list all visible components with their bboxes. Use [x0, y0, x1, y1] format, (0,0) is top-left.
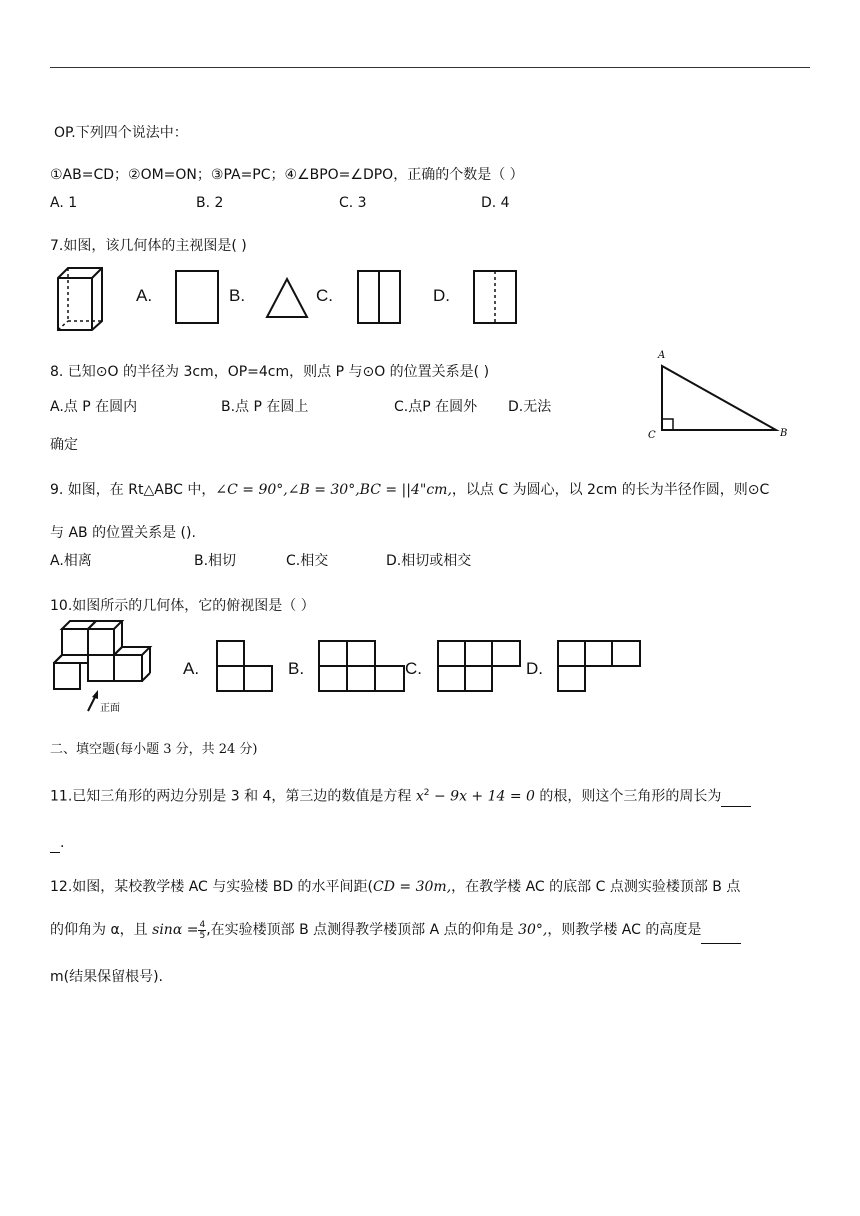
q9-math: ∠C = 90°,∠B = 30°,BC = ||4"cm,: [215, 482, 452, 498]
q12-math-cd: CD = 30m,: [373, 879, 452, 895]
q7-option-a-figure: [175, 270, 219, 324]
q7-option-d-figure: [473, 270, 517, 324]
q12-fraction-denominator: 5: [199, 930, 206, 941]
q12-sin: sinα =: [152, 922, 199, 938]
q9-question-line1: [50, 481, 769, 499]
q12-text-part5: ，则教学楼 AC 的高度是: [547, 922, 702, 938]
q12-question-line2: [50, 917, 741, 944]
section-2-heading: 二、填空题(每小题 3 分，共 24 分): [50, 742, 258, 757]
q9-text-part2: ，以点 C 为圆心，以 2cm 的长为半径作圆，则⊙C: [451, 482, 770, 498]
q10-cube-stack-figure: [52, 619, 156, 715]
q10-label-a: A.: [183, 659, 200, 678]
q6-statements: ①AB=CD；②OM=ON；③PA=PC；④∠BPO=∠DPO，正确的个数是（ ）: [50, 167, 524, 183]
q12-fraction-numerator: 4: [199, 919, 206, 930]
q9-option-a: A.相离: [50, 553, 92, 569]
q8-option-d: D.无法: [508, 399, 552, 415]
q9-option-d: D.相切或相交: [386, 553, 472, 569]
q12-question-line1: [50, 878, 740, 896]
q11-eq-rest: − 9x + 14 = 0: [429, 788, 535, 805]
q11-question-line2: [50, 834, 64, 853]
header-rule: [50, 67, 810, 68]
q9-option-b: B.相切: [194, 553, 237, 569]
q10-option-b-figure: [318, 640, 406, 692]
q7-prism-figure: [56, 266, 106, 332]
q12-math-angle: 30°,: [518, 922, 548, 938]
q7-label-c: C.: [316, 286, 333, 305]
q6-continuation: OP.下列四个说法中：: [54, 125, 188, 141]
q7-label-b: B.: [229, 286, 246, 305]
q12-answer-blank[interactable]: [701, 917, 741, 944]
q7-label-a: A.: [136, 286, 153, 305]
q7-question: 7.如图，该几何体的主视图是( ): [50, 238, 247, 254]
q10-option-c-figure: [437, 640, 523, 692]
q12-text-part2: ，在教学楼 AC 的底部 C 点测实验楼顶部 B 点: [451, 879, 741, 895]
q11-question-line1: 11.已知三角形的两边分别是 3 和 4，第三边的数值是方程 $x^2 - 9x + 14 = 0$ 的根，则这个三角形的周长为: [50, 784, 751, 807]
q12-text-part3: 的仰角为 α，且: [50, 922, 148, 938]
q8-question: 8. 已知⊙O 的半径为 3cm，OP=4cm，则点 P 与⊙O 的位置关系是( ): [50, 364, 490, 380]
q10-option-d-figure: [557, 640, 643, 692]
q10-label-b: B.: [288, 659, 305, 678]
q7-option-c-figure: [357, 270, 401, 324]
q10-question: 10.如图所示的几何体，它的俯视图是（ ）: [50, 598, 315, 614]
q7-label-d: D.: [433, 286, 450, 305]
q9-question-line2: 与 AB 的位置关系是 ().: [50, 525, 196, 541]
q6-option-d: D. 4: [481, 195, 510, 211]
q10-label-d: D.: [526, 659, 543, 678]
q8-option-b: B.点 P 在圆上: [221, 399, 309, 415]
q10-option-a-figure: [216, 640, 274, 692]
q12-text-part4: ,在实验楼顶部 B 点测得教学楼顶部 A 点的仰角是: [206, 922, 514, 938]
q8-label-b: B: [780, 428, 788, 439]
q7-option-b-figure: [265, 277, 309, 319]
q8-label-a: A: [658, 350, 666, 361]
q11-answer-blank[interactable]: [721, 788, 751, 807]
q6-option-c: C. 3: [339, 195, 367, 211]
q10-front-label: 正面: [100, 703, 120, 714]
q6-option-a: A. 1: [50, 195, 78, 211]
q11-text-part2: 的根，则这个三角形的周长为: [539, 788, 722, 805]
q11-period: .: [60, 835, 65, 851]
q10-label-c: C.: [405, 659, 422, 678]
q12-question-line3: m(结果保留根号).: [50, 969, 164, 985]
q8-option-c: C.点P 在圆外: [394, 399, 478, 415]
q8-option-d-continuation: 确定: [50, 437, 78, 453]
q11-answer-blank-cont: [50, 834, 60, 853]
q12-text-part1: 12.如图，某校教学楼 AC 与实验楼 BD 的水平间距(: [50, 879, 374, 895]
q6-option-b: B. 2: [196, 195, 224, 211]
q8-label-c: C: [648, 430, 656, 441]
q11-text-part1: 11.已知三角形的两边分别是 3 和 4，第三边的数值是方程: [50, 788, 412, 805]
q9-text-part1: 9. 如图，在 Rt△ABC 中，: [50, 482, 216, 498]
q9-option-c: C.相交: [286, 553, 329, 569]
q8-option-a: A.点 P 在圆内: [50, 399, 138, 415]
q8-right-triangle-figure: [644, 346, 794, 442]
q11-eq-x: x: [415, 788, 424, 805]
